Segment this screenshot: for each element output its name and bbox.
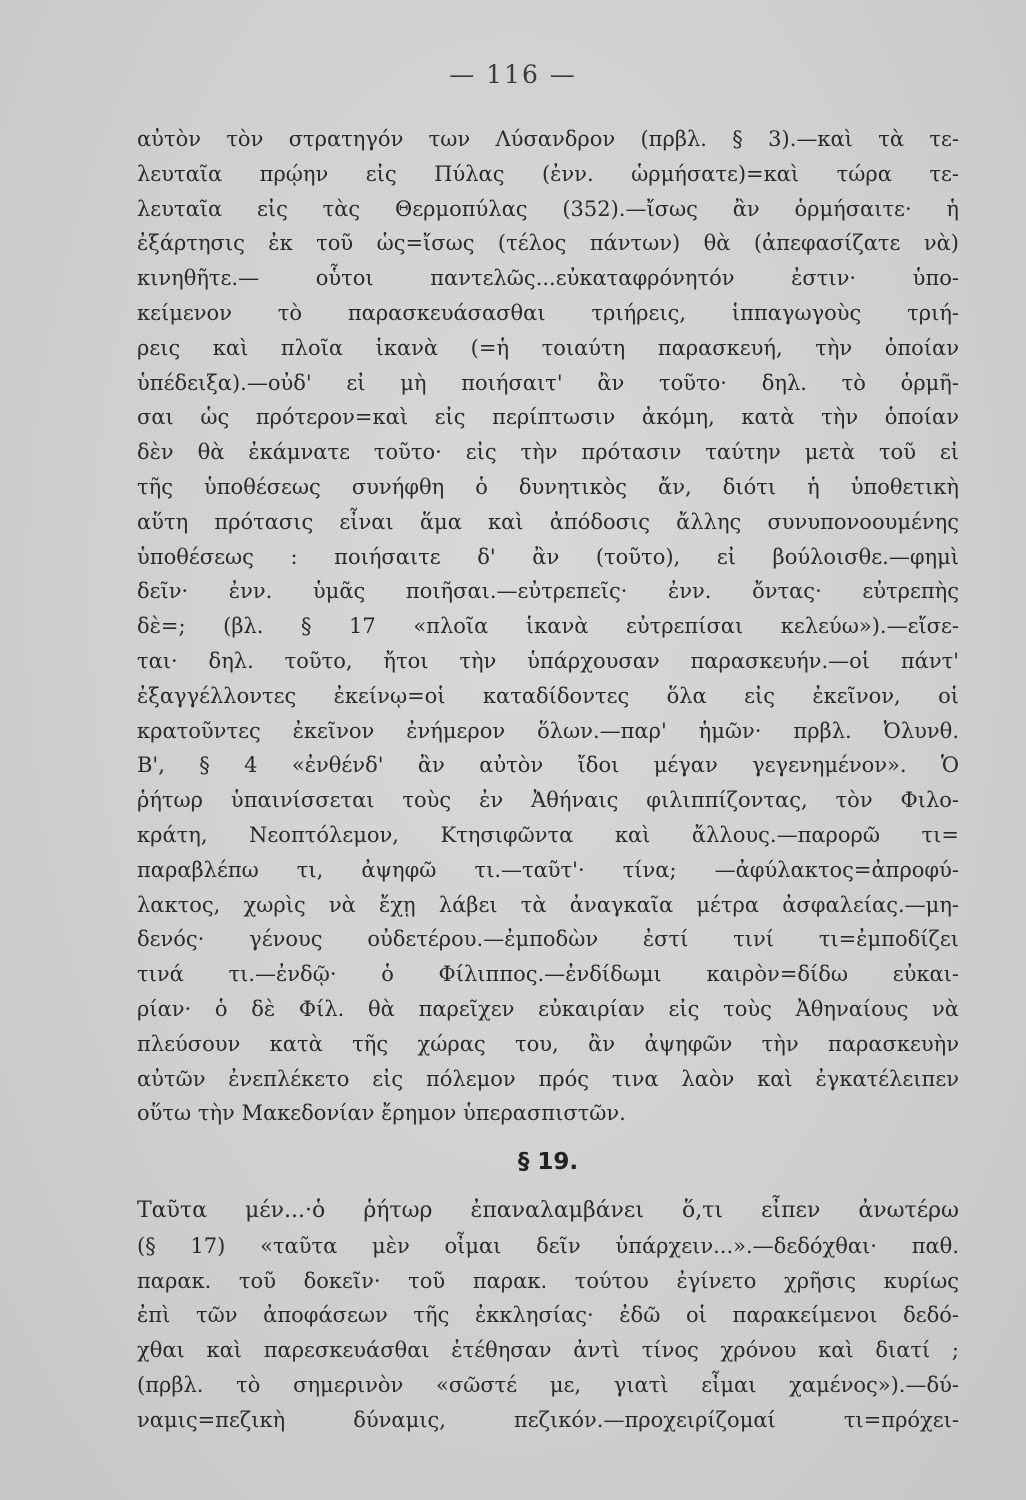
text-line: χθαι καὶ παρεσκευάσθαι ἐτέθησαν ἀντὶ τίνος χρόνου καὶ διατί ; — [137, 1338, 959, 1363]
text-line: δεῖν· ἐνν. ὑμᾶς ποιῆσαι.—εὐτρεπεῖς· ἐνν. ὄντας· εὐτρεπὴς — [137, 579, 959, 604]
text-line: οὕτω τὴν Μακεδονίαν ἔρημον ὑπερασπιστῶν. — [137, 1101, 626, 1126]
text-line: λακτος, χωρὶς νὰ ἔχῃ λάβει τὰ ἀναγκαῖα μέτρα ἀσφαλείας.—μη- — [137, 892, 959, 917]
text-line: ἐξαγγέλλοντες ἐκείνῳ=οἱ καταδίδοντες ὅλα εἰς ἐκεῖνον, οἱ — [137, 683, 959, 708]
text-line: κείμενον τὸ παρασκευάσασθαι τριήρεις, ἱππαγωγοὺς τριή- — [137, 300, 959, 325]
text-line: ὑποθέσεως : ποιήσαιτε δ' ἂν (τοῦτο), εἰ βούλοισθε.—φημὶ — [137, 544, 959, 569]
section-heading: § 19. — [517, 1149, 579, 1176]
text-line: λευταῖα πρῴην εἰς Πύλας (ἐνν. ὡρμήσατε)=καὶ τώρα τε- — [137, 161, 959, 186]
page-number: — 116 — — [449, 60, 577, 89]
text-line: δενός· γένους οὐδετέρου.—ἐμποδὼν ἐστί τινί τι=ἐμποδίζει — [137, 927, 959, 952]
text-line: ἐπὶ τῶν ἀποφάσεων τῆς ἐκκλησίας· ἐδῶ οἱ παρακείμενοι δεδό- — [137, 1303, 959, 1328]
text-line: παραβλέπω τι, ἀψηφῶ τι.—ταῦτ'· τίνα; —ἀφύλακτος=ἀπροφύ- — [137, 857, 959, 882]
text-line: ται· δηλ. τοῦτο, ἤτοι τὴν ὑπάρχουσαν παρασκευήν.—οἱ πάντ' — [137, 648, 959, 673]
text-line: ναμις=πεζικὴ δύναμις, πεζικόν.—προχειρίζομαί τι=πρόχει- — [137, 1407, 959, 1432]
text-line: αὐτῶν ἐνεπλέκετο εἰς πόλεμον πρός τινα λαὸν καὶ ἐγκατέλειπεν — [137, 1066, 959, 1091]
text-line: ἐξάρτησις ἐκ τοῦ ὡς=ἴσως (τέλος πάντων) θὰ (ἀπεφασίζατε νὰ) — [137, 231, 959, 256]
commentary-text — [137, 122, 959, 1437]
text-line: δὲν θὰ ἐκάμνατε τοῦτο· εἰς τὴν πρότασιν ταύτην μετὰ τοῦ εἰ — [137, 440, 959, 465]
text-line: Β', § 4 «ἐνθένδ' ἂν αὐτὸν ἴδοι μέγαν γεγενημένον». Ὁ — [137, 753, 959, 778]
text-line: Ταῦτα μέν...·ὁ ῥήτωρ ἐπαναλαμβάνει ὅ,τι εἶπεν ἀνωτέρω — [137, 1197, 959, 1223]
text-line: λευταῖα εἰς τὰς Θερμοπύλας (352).—ἴσως ἂν ὁρμήσαιτε· ἡ — [137, 196, 959, 221]
text-line: κινηθῆτε.— οὗτοι παντελῶς...εὐκαταφρόνητόν ἐστιν· ὑπο- — [137, 266, 959, 291]
text-line: αὐτὸν τὸν στρατηγόν των Λύσανδρον (πρβλ. § 3).—καὶ τὰ τε- — [137, 127, 959, 151]
text-line: ὑπέδειξα).—οὐδ' εἰ μὴ ποιήσαιτ' ἂν τοῦτο· δηλ. τὸ ὁρμῆ- — [137, 370, 959, 395]
text-line: κράτη, Νεοπτόλεμον, Κτησιφῶντα καὶ ἄλλους.—παρορῶ τι= — [137, 822, 959, 847]
text-line: πλεύσουν κατὰ τῆς χώρας του, ἂν ἀψηφῶν τὴν παρασκευὴν — [137, 1031, 959, 1056]
text-line: (πρβλ. τὸ σημερινὸν «σῶστέ με, γιατὶ εἶμαι χαμένος»).—δύ- — [137, 1372, 959, 1397]
text-line: τῆς ὑποθέσεως συνήφθη ὁ δυνητικὸς ἄν, διότι ἡ ὑποθετικὴ — [137, 474, 959, 499]
text-line: ῥήτωρ ὑπαινίσσεται τοὺς ἐν Ἀθήναις φιλιππίζοντας, τὸν Φιλο- — [137, 788, 959, 813]
text-line: κρατοῦντες ἐκεῖνον ἐνήμερον ὅλων.—παρ' ἡμῶν· πρβλ. Ὀλυνθ. — [137, 718, 959, 743]
text-line: δὲ=; (βλ. § 17 «πλοῖα ἱκανὰ εὐτρεπίσαι κελεύω»).—εἴσε- — [137, 614, 959, 639]
section-19-notes — [137, 1194, 959, 1438]
text-line: παρακ. τοῦ δοκεῖν· τοῦ παρακ. τούτου ἐγίνετο χρῆσις κυρίως — [137, 1268, 959, 1293]
text-line: αὕτη πρότασις εἶναι ἅμα καὶ ἀπόδοσις ἄλλης συνυπονοουμένης — [137, 509, 959, 534]
paragraph-notes — [137, 122, 959, 1131]
text-line: (§ 17) «ταῦτα μὲν οἶμαι δεῖν ὑπάρχειν...».—δεδόχθαι· παθ. — [137, 1233, 959, 1258]
text-line: ρίαν· ὁ δὲ Φίλ. θὰ παρεῖχεν εὐκαιρίαν εἰς τοὺς Ἀθηναίους νὰ — [137, 996, 959, 1021]
text-line: σαι ὡς πρότερον=καὶ εἰς περίπτωσιν ἀκόμη, κατὰ τὴν ὁποίαν — [137, 405, 959, 430]
text-line: ρεις καὶ πλοῖα ἱκανὰ (=ἡ τοιαύτη παρασκευή, τὴν ὁποίαν — [137, 335, 959, 360]
text-line: τινά τι.—ἐνδῷ· ὁ Φίλιππος.—ἐνδίδωμι καιρὸν=δίδω εὐκαι- — [137, 962, 959, 987]
